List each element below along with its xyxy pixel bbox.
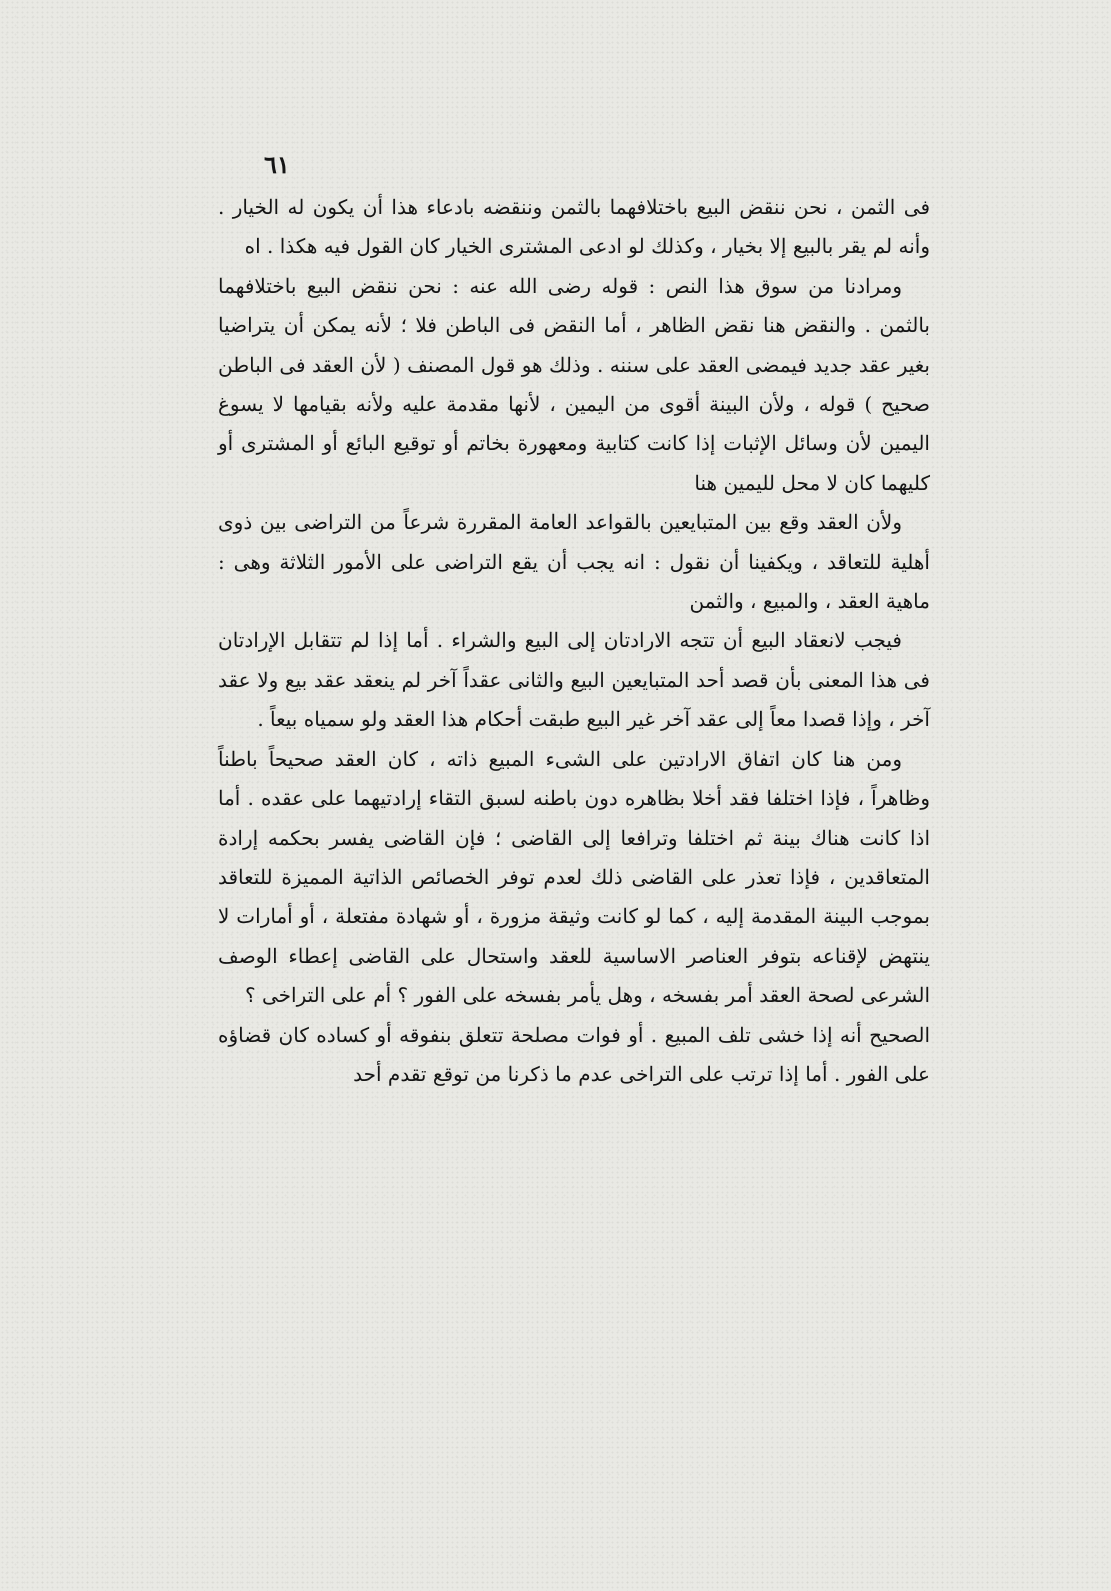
paragraph-mutual-consent: ولأن العقد وقع بين المتبايعين بالقواعد العامة المقررة شرعاً من التراضى بين ذوى أهلية للتعاقد ، ويكفينا أن نقول : انه يجب أن يقع التراضى على الأمور الثلاثة وهى : ماهية العقد ، والمبيع ، والثمن xyxy=(218,510,930,614)
body-text xyxy=(218,188,930,1094)
paragraph-two-wills: فيجب لانعقاد البيع أن تتجه الارادتان إلى البيع والشراء . أما إذا لم تتقابل الإرادتان فى هذا المعنى بأن قصد أحد المتبايعين البيع والثانى عقداً آخر لم ينعقد عقد بيع ولا عقد آخر ، وإذا قصدا معاً إلى عقد آخر غير البيع طبقت أحكام هذا العقد ولو سمياه بيعاً . xyxy=(218,628,930,732)
page-number: ٦١ xyxy=(264,150,290,179)
paragraph-judge-interpretation: ومن هنا كان اتفاق الارادتين على الشىء المبيع ذاته ، كان العقد صحيحاً باطناً وظاهراً ، فإذا اختلفا فقد أخلا بظاهره دون باطنه لسبق التقاء إرادتيهما على عقده . أما اذا كانت هناك بينة ثم اختلفا وترافعا إلى القاضى ؛ فإن القاضى يفسر بحكمه إرادة المتعاقدين ، فإذا تعذر على القاضى ذلك لعدم توفر الخصائص الذاتية المميزة للتعاقد بموجب البينة المقدمة إليه ، كما لو كانت وثيقة مزورة ، أو شهادة مفتعلة ، أو أمارات لا ينتهض لإقناعه بتوفر العناصر الاساسية للعقد واستحال على القاضى إعطاء الوصف الشرعى لصحة العقد أمر بفسخه ، وهل يأمر بفسخه على الفور ؟ أم على التراخى ؟ xyxy=(218,746,930,1008)
paragraph-continuation: فى الثمن ، نحن ننقض البيع باختلافهما بالثمن وننقضه بادعاء هذا أن يكون له الخيار . وأنه لم يقر بالبيع إلا بخيار ، وكذلك لو ادعى المشترى الخيار كان القول فيه هكذا . اه xyxy=(218,195,930,259)
paragraph-immediate-ruling: الصحيح أنه إذا خشى تلف المبيع . أو فوات مصلحة تتعلق بنفوقه أو كساده كان قضاؤه على الفور . أما إذا ترتب على التراخى عدم ما ذكرنا من توقع تقدم أحد xyxy=(218,1022,930,1086)
paragraph-text-commentary: ومرادنا من سوق هذا النص : قوله رضى الله عنه : نحن ننقض البيع باختلافهما بالثمن . والنقض هنا نقض الظاهر ، أما النقض فى الباطن فلا ؛ لأنه يمكن أن يتراضيا بغير عقد جديد فيمضى العقد على سننه . وذلك هو قول المصنف ( لأن العقد فى الباطن صحيح ) قوله ، ولأن البينة أقوى من اليمين ، لأنها مقدمة عليه ولأنه بقيامها لا يسوغ اليمين لأن وسائل الإثبات إذا كانت كتابية ومعهورة بخاتم أو توقيع البائع أو المشترى أو كليهما كان لا محل لليمين هنا xyxy=(218,273,930,495)
